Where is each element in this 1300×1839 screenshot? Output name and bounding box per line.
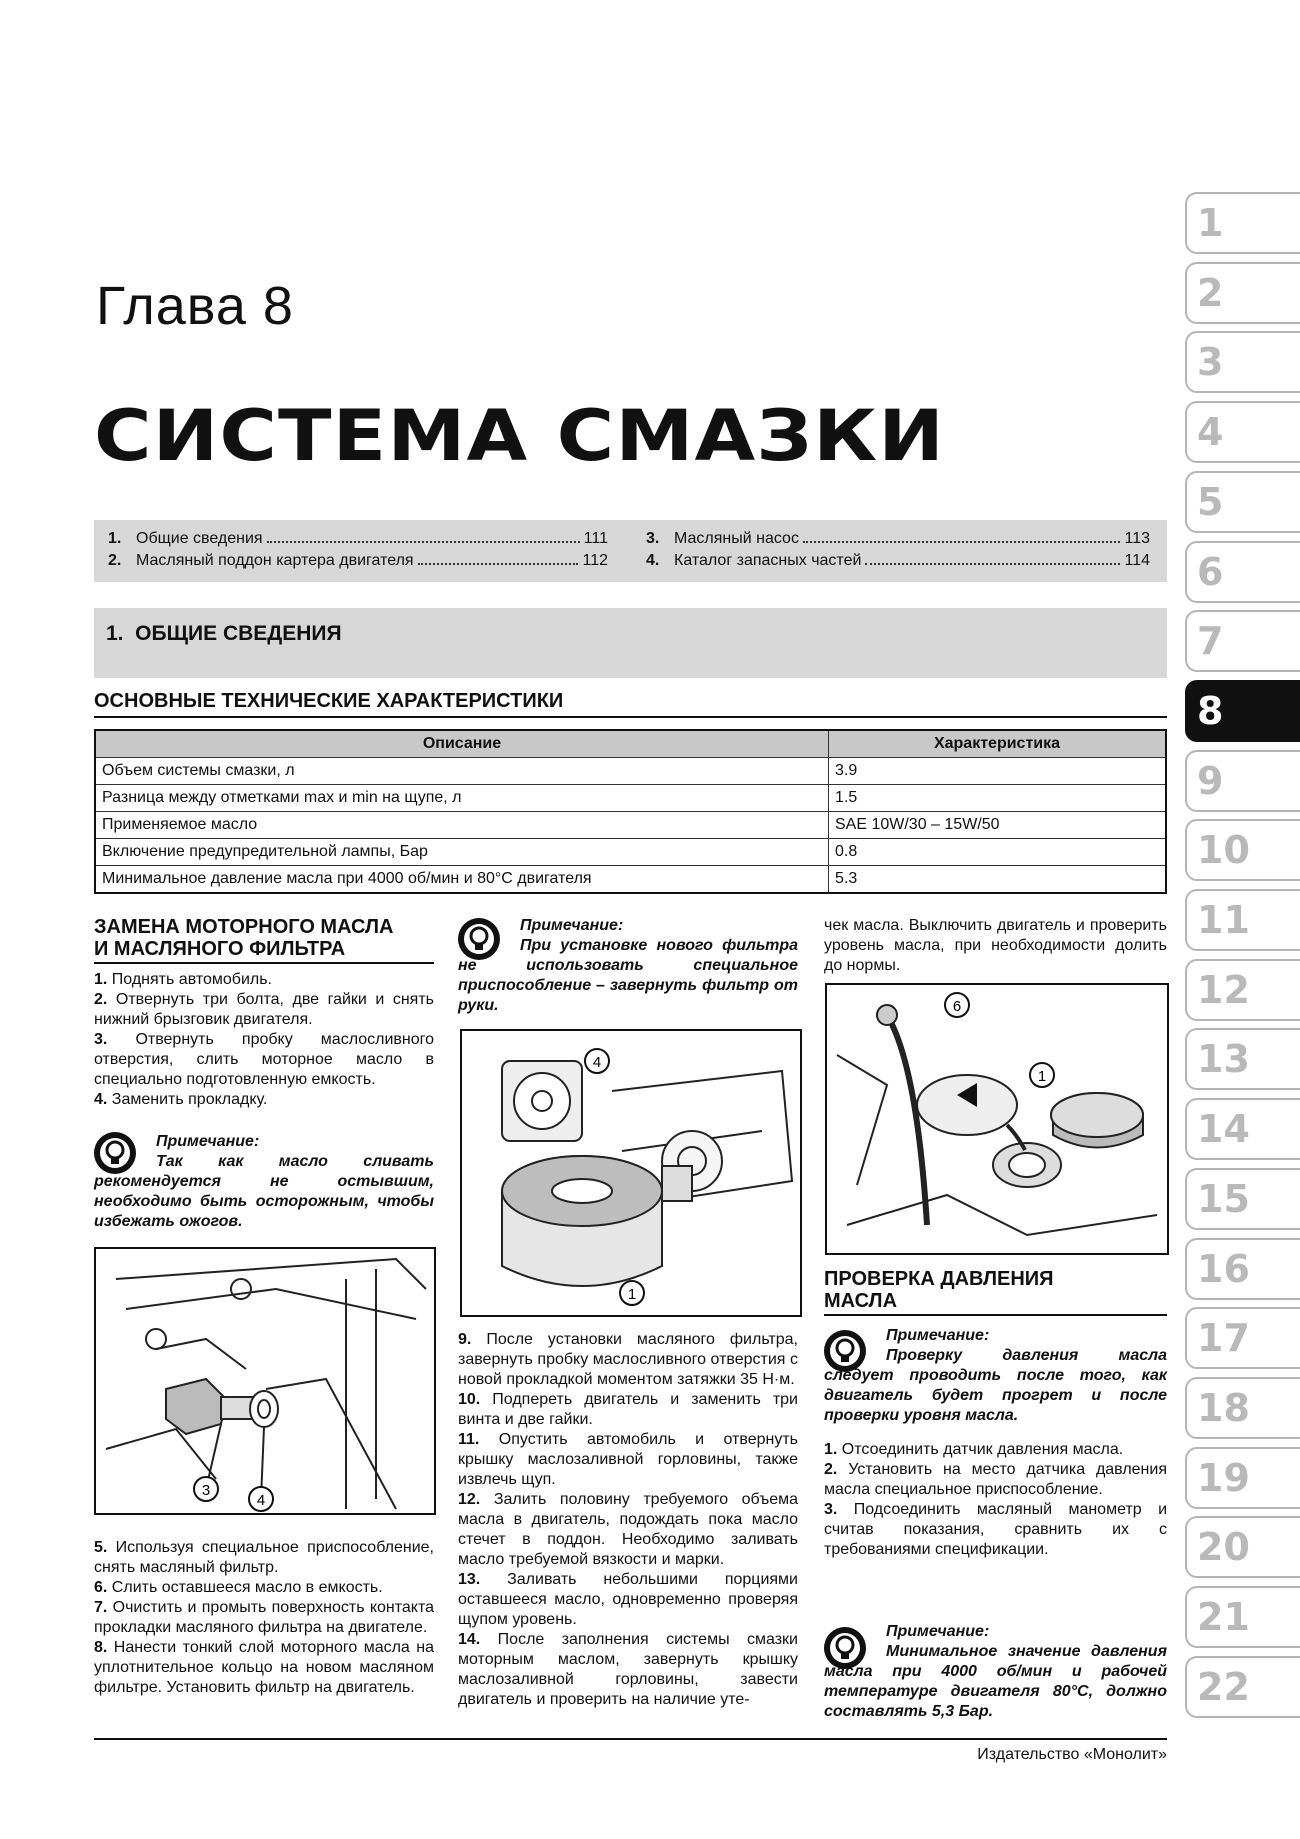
list-item: 3. Подсоединить масляный манометр и считав показания, сравнить их с требованиями спецификации. — [824, 1501, 1167, 1558]
list-item: 5. Используя специальное приспособление, снять масляный фильтр. — [94, 1539, 434, 1576]
drain-plug-figure — [94, 1247, 436, 1515]
note-label: Примечание: — [520, 917, 624, 934]
callout-label: 4 — [592, 1054, 602, 1071]
chapter-tab-18[interactable]: 18 — [1185, 1377, 1300, 1439]
column-header: Описание — [95, 730, 829, 758]
note-text: Проверку давления масла следует проводить после того, как двигатель будет прогрет и после проверки уровня масла. — [824, 1347, 1167, 1424]
column-heading — [824, 1268, 1167, 1312]
steps-list — [824, 1440, 1167, 1560]
list-item: 1. Отсоединить датчик давления масла. — [824, 1441, 1124, 1458]
list-item: 14. После заполнения системы смазки моторным маслом, завернуть крышку маслозаливной горловины, завести двигатель и проверить на наличие уте- — [458, 1631, 798, 1708]
list-item: 7. Очистить и промыть поверхность контакта прокладки масляного фильтра на двигателе. — [94, 1599, 435, 1636]
chapter-title: СИСТЕМА СМАЗКИ — [94, 395, 946, 477]
note — [94, 1132, 434, 1232]
list-item: 6. Слить оставшееся масло в емкость. — [94, 1579, 383, 1596]
callout-label: 4 — [256, 1492, 266, 1509]
cell-value: 3.9 — [829, 758, 1167, 785]
oil-filter-figure — [460, 1029, 802, 1317]
cell-description: Включение предупредительной лампы, Бар — [95, 839, 829, 866]
chapter-tab-8[interactable]: 8 — [1185, 680, 1300, 742]
chapter-tab-17[interactable]: 17 — [1185, 1307, 1300, 1369]
chapter-tab-11[interactable]: 11 — [1185, 889, 1300, 951]
note-text: При установке нового фильтра не использовать специальное приспособление – завернуть фильтр от руки. — [458, 937, 798, 1014]
divider — [94, 716, 1167, 718]
list-item: 10. Подпереть двигатель и заменить три винта и две гайки. — [458, 1391, 798, 1428]
heading-line: ЗАМЕНА МОТОРНОГО МАСЛА — [94, 916, 394, 938]
cell-description: Объем системы смазки, л — [95, 758, 829, 785]
toc-page: 111 — [583, 530, 608, 547]
callout-label: 6 — [952, 998, 962, 1015]
callout-label: 1 — [1037, 1068, 1047, 1085]
list-item: 1. Поднять автомобиль. — [94, 971, 272, 988]
chapter-tab-7[interactable]: 7 — [1185, 610, 1300, 672]
toc-entry[interactable] — [108, 552, 608, 570]
note-label: Примечание: — [886, 1327, 990, 1344]
note-text: Минимальное значение давления масла при 4000 об/мин и рабочей температуре двигателя 80°С, должно составлять 5,3 Бар. — [824, 1643, 1167, 1720]
toc-num: 1. — [108, 530, 122, 547]
publisher: Издательство «Монолит» — [977, 1746, 1167, 1763]
note-label: Примечание: — [886, 1623, 990, 1640]
footer-divider — [94, 1738, 1167, 1740]
toc-page: 114 — [1124, 552, 1150, 569]
cell-value: 1.5 — [829, 785, 1167, 812]
cell-description: Минимальное давление масла при 4000 об/мин и 80°С двигателя — [95, 866, 829, 894]
toc-num: 3. — [646, 530, 660, 547]
chapter-tab-16[interactable]: 16 — [1185, 1238, 1300, 1300]
table-header-row — [95, 730, 1166, 758]
callout-label: 3 — [201, 1482, 211, 1499]
table-row — [95, 812, 1166, 839]
column-header: Характеристика — [829, 730, 1167, 758]
divider — [94, 962, 434, 964]
chapter-tab-4[interactable]: 4 — [1185, 401, 1300, 463]
chapter-tab-12[interactable]: 12 — [1185, 959, 1300, 1021]
chapter-tab-5[interactable]: 5 — [1185, 471, 1300, 533]
table-row — [95, 758, 1166, 785]
toc-num: 4. — [646, 552, 660, 569]
list-item: 12. Залить половину требуемого объема масла в двигатель, подождать пока масло стечет в поддон. Необходимо заливать масло требуемой вязкости и марки. — [458, 1491, 798, 1568]
heading-line: ПРОВЕРКА ДАВЛЕНИЯ — [824, 1268, 1054, 1290]
cell-description: Применяемое масло — [95, 812, 829, 839]
chapter-tab-14[interactable]: 14 — [1185, 1098, 1300, 1160]
chapter-tab-3[interactable]: 3 — [1185, 331, 1300, 393]
cell-value: SAE 10W/30 – 15W/50 — [829, 812, 1167, 839]
chapter-tab-6[interactable]: 6 — [1185, 541, 1300, 603]
chapter-tab-1[interactable]: 1 — [1185, 192, 1300, 254]
column-heading — [94, 916, 434, 960]
toc-entry[interactable] — [646, 530, 1150, 548]
chapter-tab-22[interactable]: 22 — [1185, 1656, 1300, 1718]
toc-page: 113 — [1124, 530, 1150, 547]
list-item: 13. Заливать небольшими порциями оставшееся масло, одновременно проверяя щупом уровень. — [458, 1571, 798, 1628]
list-item: 2. Установить на место датчика давления масла специальное приспособление. — [824, 1461, 1167, 1498]
steps-list — [458, 1330, 798, 1710]
chapter-label: Глава 8 — [96, 276, 294, 336]
chapter-tab-20[interactable]: 20 — [1185, 1516, 1300, 1578]
list-item: 4. Заменить прокладку. — [94, 1091, 268, 1108]
toc-entry[interactable] — [108, 530, 608, 548]
table-row — [95, 785, 1166, 812]
section-band — [94, 608, 1167, 678]
chapter-tab-13[interactable]: 13 — [1185, 1028, 1300, 1090]
chapter-tab-10[interactable]: 10 — [1185, 819, 1300, 881]
list-item: 9. После установки масляного фильтра, завернуть пробку маслосливного отверстия с новой прокладкой моментом затяжки 35 Н·м. — [458, 1331, 798, 1388]
toc-entry[interactable] — [646, 552, 1150, 570]
oil-filler-figure — [825, 983, 1169, 1255]
note — [824, 1622, 1167, 1722]
note — [458, 916, 798, 1016]
list-item: 11. Опустить автомобиль и отвернуть крышку маслозаливной горловины, также извлечь щуп. — [458, 1431, 799, 1488]
chapter-tab-9[interactable]: 9 — [1185, 750, 1300, 812]
toc-label: Масляный поддон картера двигателя — [136, 552, 414, 569]
note — [824, 1326, 1167, 1426]
note-text: Так как масло сливать рекомендуется не остывшим, необходимо быть осторожным, чтобы избежать ожогов. — [94, 1153, 434, 1230]
chapter-tab-19[interactable]: 19 — [1185, 1447, 1300, 1509]
cell-description: Разница между отметками max и min на щупе, л — [95, 785, 829, 812]
steps-list — [94, 1538, 434, 1698]
table-row — [95, 839, 1166, 866]
heading-line: И МАСЛЯНОГО ФИЛЬТРА — [94, 938, 346, 960]
continued-text: чек масла. Выключить двигатель и проверить уровень масла, при необходимости долить до нормы. — [824, 917, 1167, 974]
divider — [824, 1314, 1167, 1316]
list-item: 2. Отвернуть три болта, две гайки и снять нижний брызговик двигателя. — [94, 991, 434, 1028]
list-item: 3. Отвернуть пробку маслосливного отверстия, слить моторное масло в специально подготовленную емкость. — [94, 1031, 434, 1088]
chapter-tab-15[interactable]: 15 — [1185, 1168, 1300, 1230]
table-of-contents — [94, 520, 1167, 582]
note-label: Примечание: — [156, 1133, 260, 1150]
steps-list — [94, 970, 434, 1110]
table-row — [95, 866, 1166, 894]
toc-num: 2. — [108, 552, 122, 569]
toc-label: Общие сведения — [136, 530, 263, 547]
specs-heading: ОСНОВНЫЕ ТЕХНИЧЕСКИЕ ХАРАКТЕРИСТИКИ — [94, 690, 564, 712]
chapter-tab-21[interactable]: 21 — [1185, 1586, 1300, 1648]
toc-label: Каталог запасных частей — [674, 552, 862, 569]
heading-line: МАСЛА — [824, 1290, 898, 1312]
callout-label: 1 — [627, 1286, 637, 1303]
section-title: 1. ОБЩИЕ СВЕДЕНИЯ — [106, 622, 342, 645]
toc-page: 112 — [582, 552, 608, 569]
list-item: 8. Нанести тонкий слой моторного масла на уплотнительное кольцо на новом масляном фильтре. Установить фильтр на двигатель. — [94, 1639, 434, 1696]
chapter-tab-2[interactable]: 2 — [1185, 262, 1300, 324]
toc-label: Масляный насос — [674, 530, 799, 547]
cell-value: 0.8 — [829, 839, 1167, 866]
specs-table — [94, 729, 1167, 894]
cell-value: 5.3 — [829, 866, 1167, 894]
